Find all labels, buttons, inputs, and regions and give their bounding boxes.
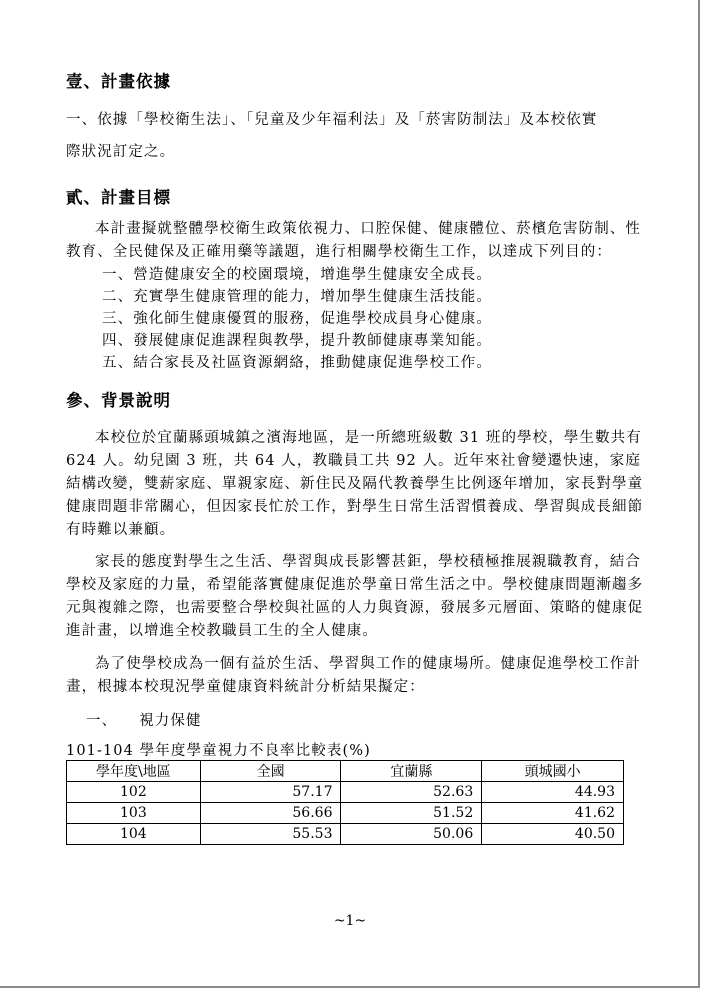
table-cell: 51.52: [341, 803, 482, 824]
table-caption: 101-104 學年度學童視力不良率比較表(%): [66, 743, 371, 759]
section-1-line-1: 一、依據「學校衛生法」、「兒童及少年福利法」及「菸害防制法」及本校依實: [66, 112, 598, 128]
list-item: 二、充實學生健康管理的能力，增加學生健康生活技能。: [102, 289, 492, 305]
table-cell: 44.93: [482, 782, 624, 803]
table-cell: 103: [67, 803, 201, 824]
table-cell: 52.63: [341, 782, 482, 803]
table-cell: 56.66: [200, 803, 341, 824]
column-header: 宜蘭縣: [341, 761, 482, 782]
table-cell: 102: [67, 782, 201, 803]
table-row: [67, 782, 624, 803]
column-header: 學年度\地區: [67, 761, 201, 782]
table-cell: 57.17: [200, 782, 341, 803]
subsection-heading: [66, 710, 644, 733]
subsection-number: 一、: [86, 713, 118, 729]
section-2-intro: 本計畫擬就整體學校衛生政策依視力、口腔保健、健康體位、菸檳危害防制、性教育、全民健保及正確用藥等議題，進行相關學校衛生工作，以達成下列目的：: [66, 221, 641, 260]
background-paragraph-3: 為了使學校成為一個有益於生活、學習與工作的健康場所。健康促進學校工作計畫，根據本校現況學童健康資料統計分析結果擬定：: [66, 656, 641, 695]
background-paragraph-2: 家長的態度對學生之生活、學習與成長影響甚鉅，學校積極推展親職教育，結合學校及家庭的力量，希望能落實健康促進於學童日常生活之中。學校健康問題漸趨多元與複雜之際，也需要整合學校與社區的人力與資源，發展多元層面、策略的健康促進計畫，以增進全校教職員工生的全人健康。: [66, 554, 644, 639]
background-paragraph-1: 本校位於宜蘭縣頭城鎮之濱海地區，是一所總班級數 31 班的學校，學生數共有 624 人。幼兒園 3 班，共 64 人，教職員工共 92 人。近年來社會變遷快速，家庭結構改變，雙薪家庭、單親家庭、新住民及隔代教養學生比例逐年增加，家長對學童健康問題非常關心，但因家長忙於工作，對學生日常生活習慣養成、學習與成長細節有時難以兼顧。: [66, 430, 644, 538]
table-cell: 50.06: [341, 824, 482, 845]
page-content: [66, 68, 644, 845]
table-header-row: [67, 761, 624, 782]
section-2-list: [66, 264, 644, 374]
list-item: 一、營造健康安全的校園環境，增進學生健康安全成長。: [102, 267, 492, 283]
page-number: ~1~: [333, 913, 367, 929]
table-row: [67, 824, 624, 845]
vision-comparison-table: [66, 760, 624, 845]
list-item: 四、發展健康促進課程與教學，提升教師健康專業知能。: [102, 333, 492, 349]
list-item: 三、強化師生健康優質的服務，促進學校成員身心健康。: [102, 311, 492, 327]
table-cell: 55.53: [200, 824, 341, 845]
column-header: 全國: [200, 761, 341, 782]
section-1-heading: 壹、計畫依據: [66, 72, 171, 91]
table-cell: 104: [67, 824, 201, 845]
table-row: [67, 803, 624, 824]
section-3-heading: 參、背景說明: [66, 391, 171, 410]
subsection-title: 視力保健: [139, 713, 202, 729]
section-1-line-2: 際狀況訂定之。: [66, 144, 176, 160]
column-header: 頭城國小: [482, 761, 624, 782]
table-cell: 41.62: [482, 803, 624, 824]
list-item: 五、結合家長及社區資源網絡，推動健康促進學校工作。: [102, 355, 492, 371]
table-cell: 40.50: [482, 824, 624, 845]
section-2-heading: 貳、計畫目標: [66, 188, 171, 207]
